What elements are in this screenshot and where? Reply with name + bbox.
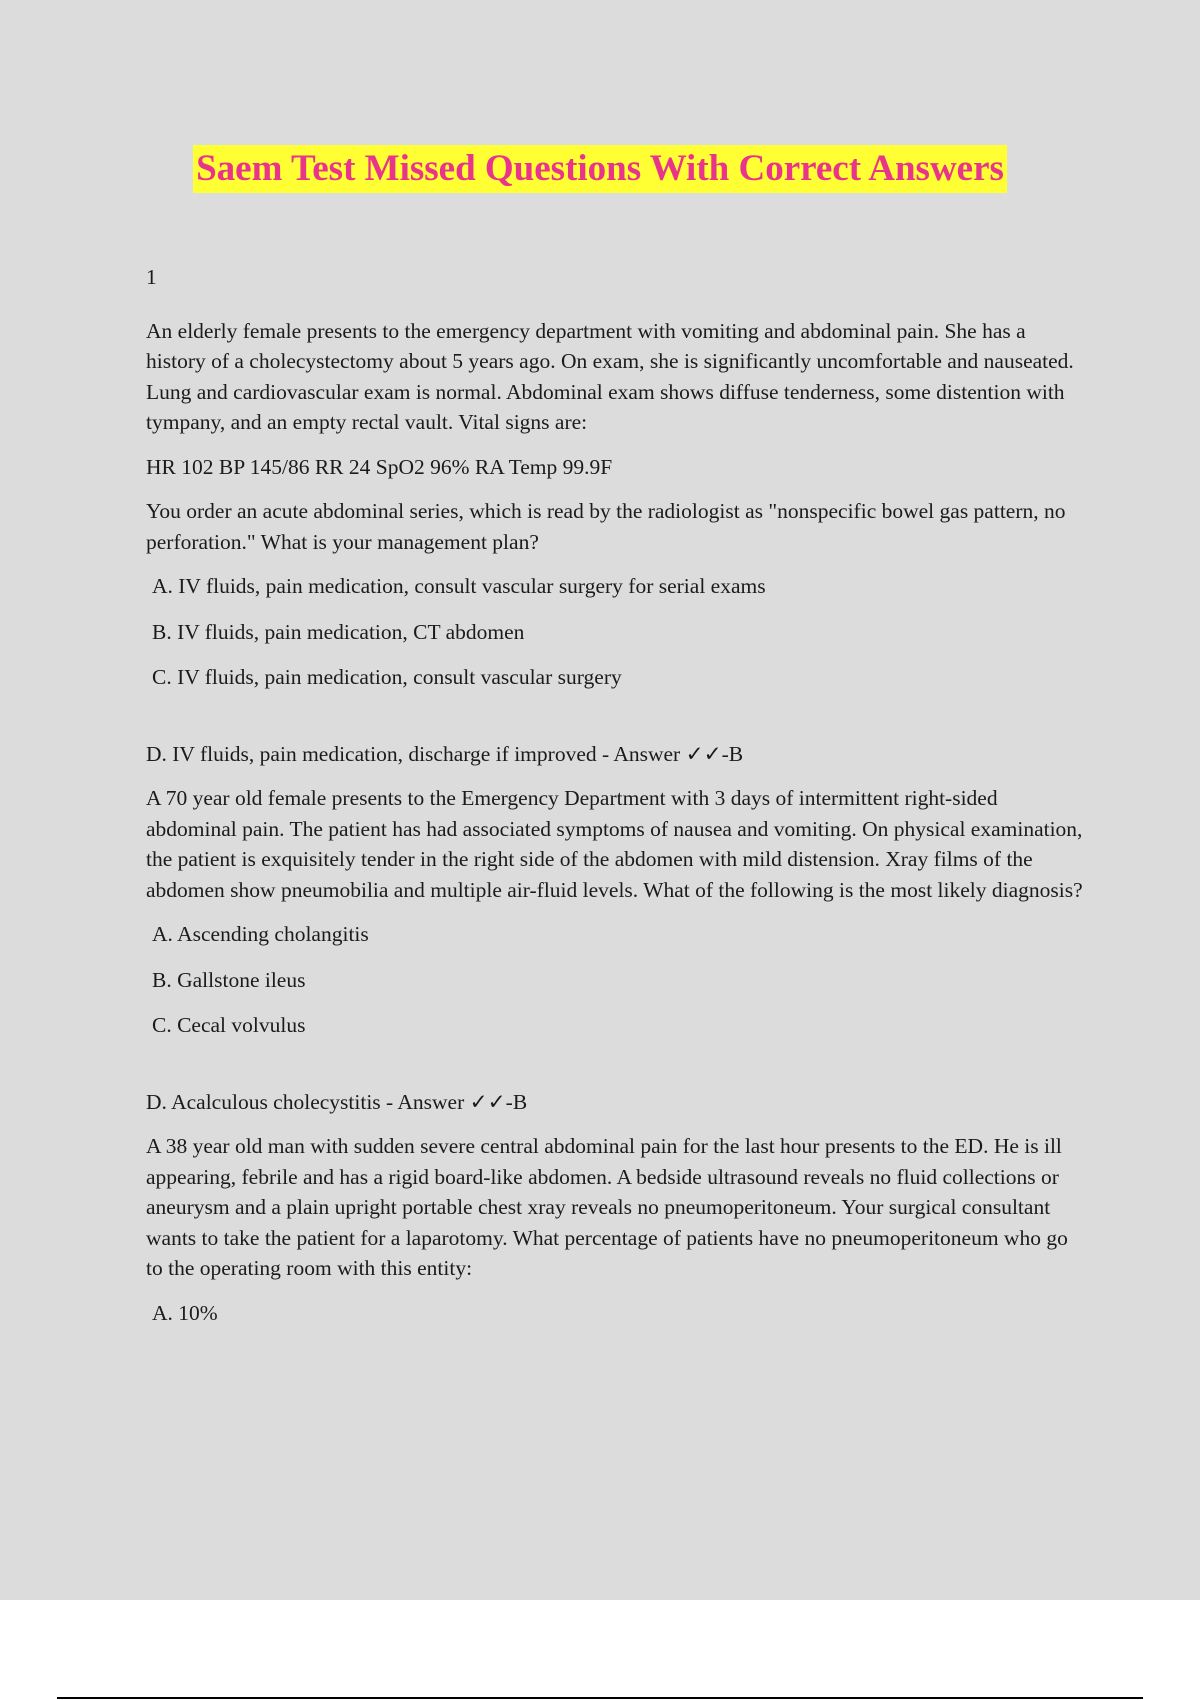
question-1-stem: An elderly female presents to the emergency department with vomiting and abdominal pain. She has a history of a cholecystectomy about 5 years ago. On exam, she is significantly uncomfortable and nauseated. Lung and cardiovascular exam is normal. Abdominal exam shows diffuse tenderness, some distention with tympany, and an empty rectal vault. Vital signs are:: [146, 318, 1074, 434]
question-3-stem: A 38 year old man with sudden severe central abdominal pain for the last hour presents to the ED. He is ill appearing, febrile and has a rigid board-like abdomen. A bedside ultrasound reveals no fluid collections or aneurysm and a plain upright portable chest xray reveals no pneumoperitoneum. Your surgical consultant wants to take the patient for a laparotomy. What percentage of patients have no pneumoperitoneum who go to the operating room with this entity:: [146, 1134, 1068, 1280]
question-2-answer: D. Acalculous cholecystitis - Answer ✓✓-B: [146, 1089, 528, 1114]
question-2-stem: A 70 year old female presents to the Emergency Department with 3 days of intermittent right-sided abdominal pain. The patient has had associated symptoms of nausea and vomiting. On physical examination, the patient is exquisitely tender in the right side of the abdomen with mild distension. Xray films of the abdomen show pneumobilia and multiple air-fluid levels. What of the following is the most likely diagnosis?: [146, 786, 1083, 902]
question-2-option-c: C. Cecal volvulus: [152, 1013, 306, 1037]
question-3-option-a: A. 10%: [152, 1300, 218, 1325]
question-1-option-a: A. IV fluids, pain medication, consult vascular surgery for serial exams: [152, 574, 766, 598]
document-body: [146, 262, 1086, 1343]
question-number: 1: [146, 265, 157, 289]
question-1-option-b: B. IV fluids, pain medication, CT abdomen: [152, 619, 525, 644]
title-container: [0, 145, 1200, 193]
question-1-answer: D. IV fluids, pain medication, discharge if improved - Answer ✓✓-B: [146, 741, 744, 766]
document-title: Saem Test Missed Questions With Correct Answers: [193, 145, 1007, 193]
question-1-option-c: C. IV fluids, pain medication, consult vascular surgery: [152, 665, 622, 689]
question-2-option-b: B. Gallstone ileus: [152, 967, 306, 992]
question-1-vitals: HR 102 BP 145/86 RR 24 SpO2 96% RA Temp 99.9F: [146, 454, 613, 479]
footer-divider: [57, 1697, 1143, 1699]
question-1-prompt: You order an acute abdominal series, which is read by the radiologist as "nonspecific bowel gas pattern, no perforation." What is your management plan?: [146, 499, 1066, 554]
question-2-option-a: A. Ascending cholangitis: [152, 922, 369, 946]
